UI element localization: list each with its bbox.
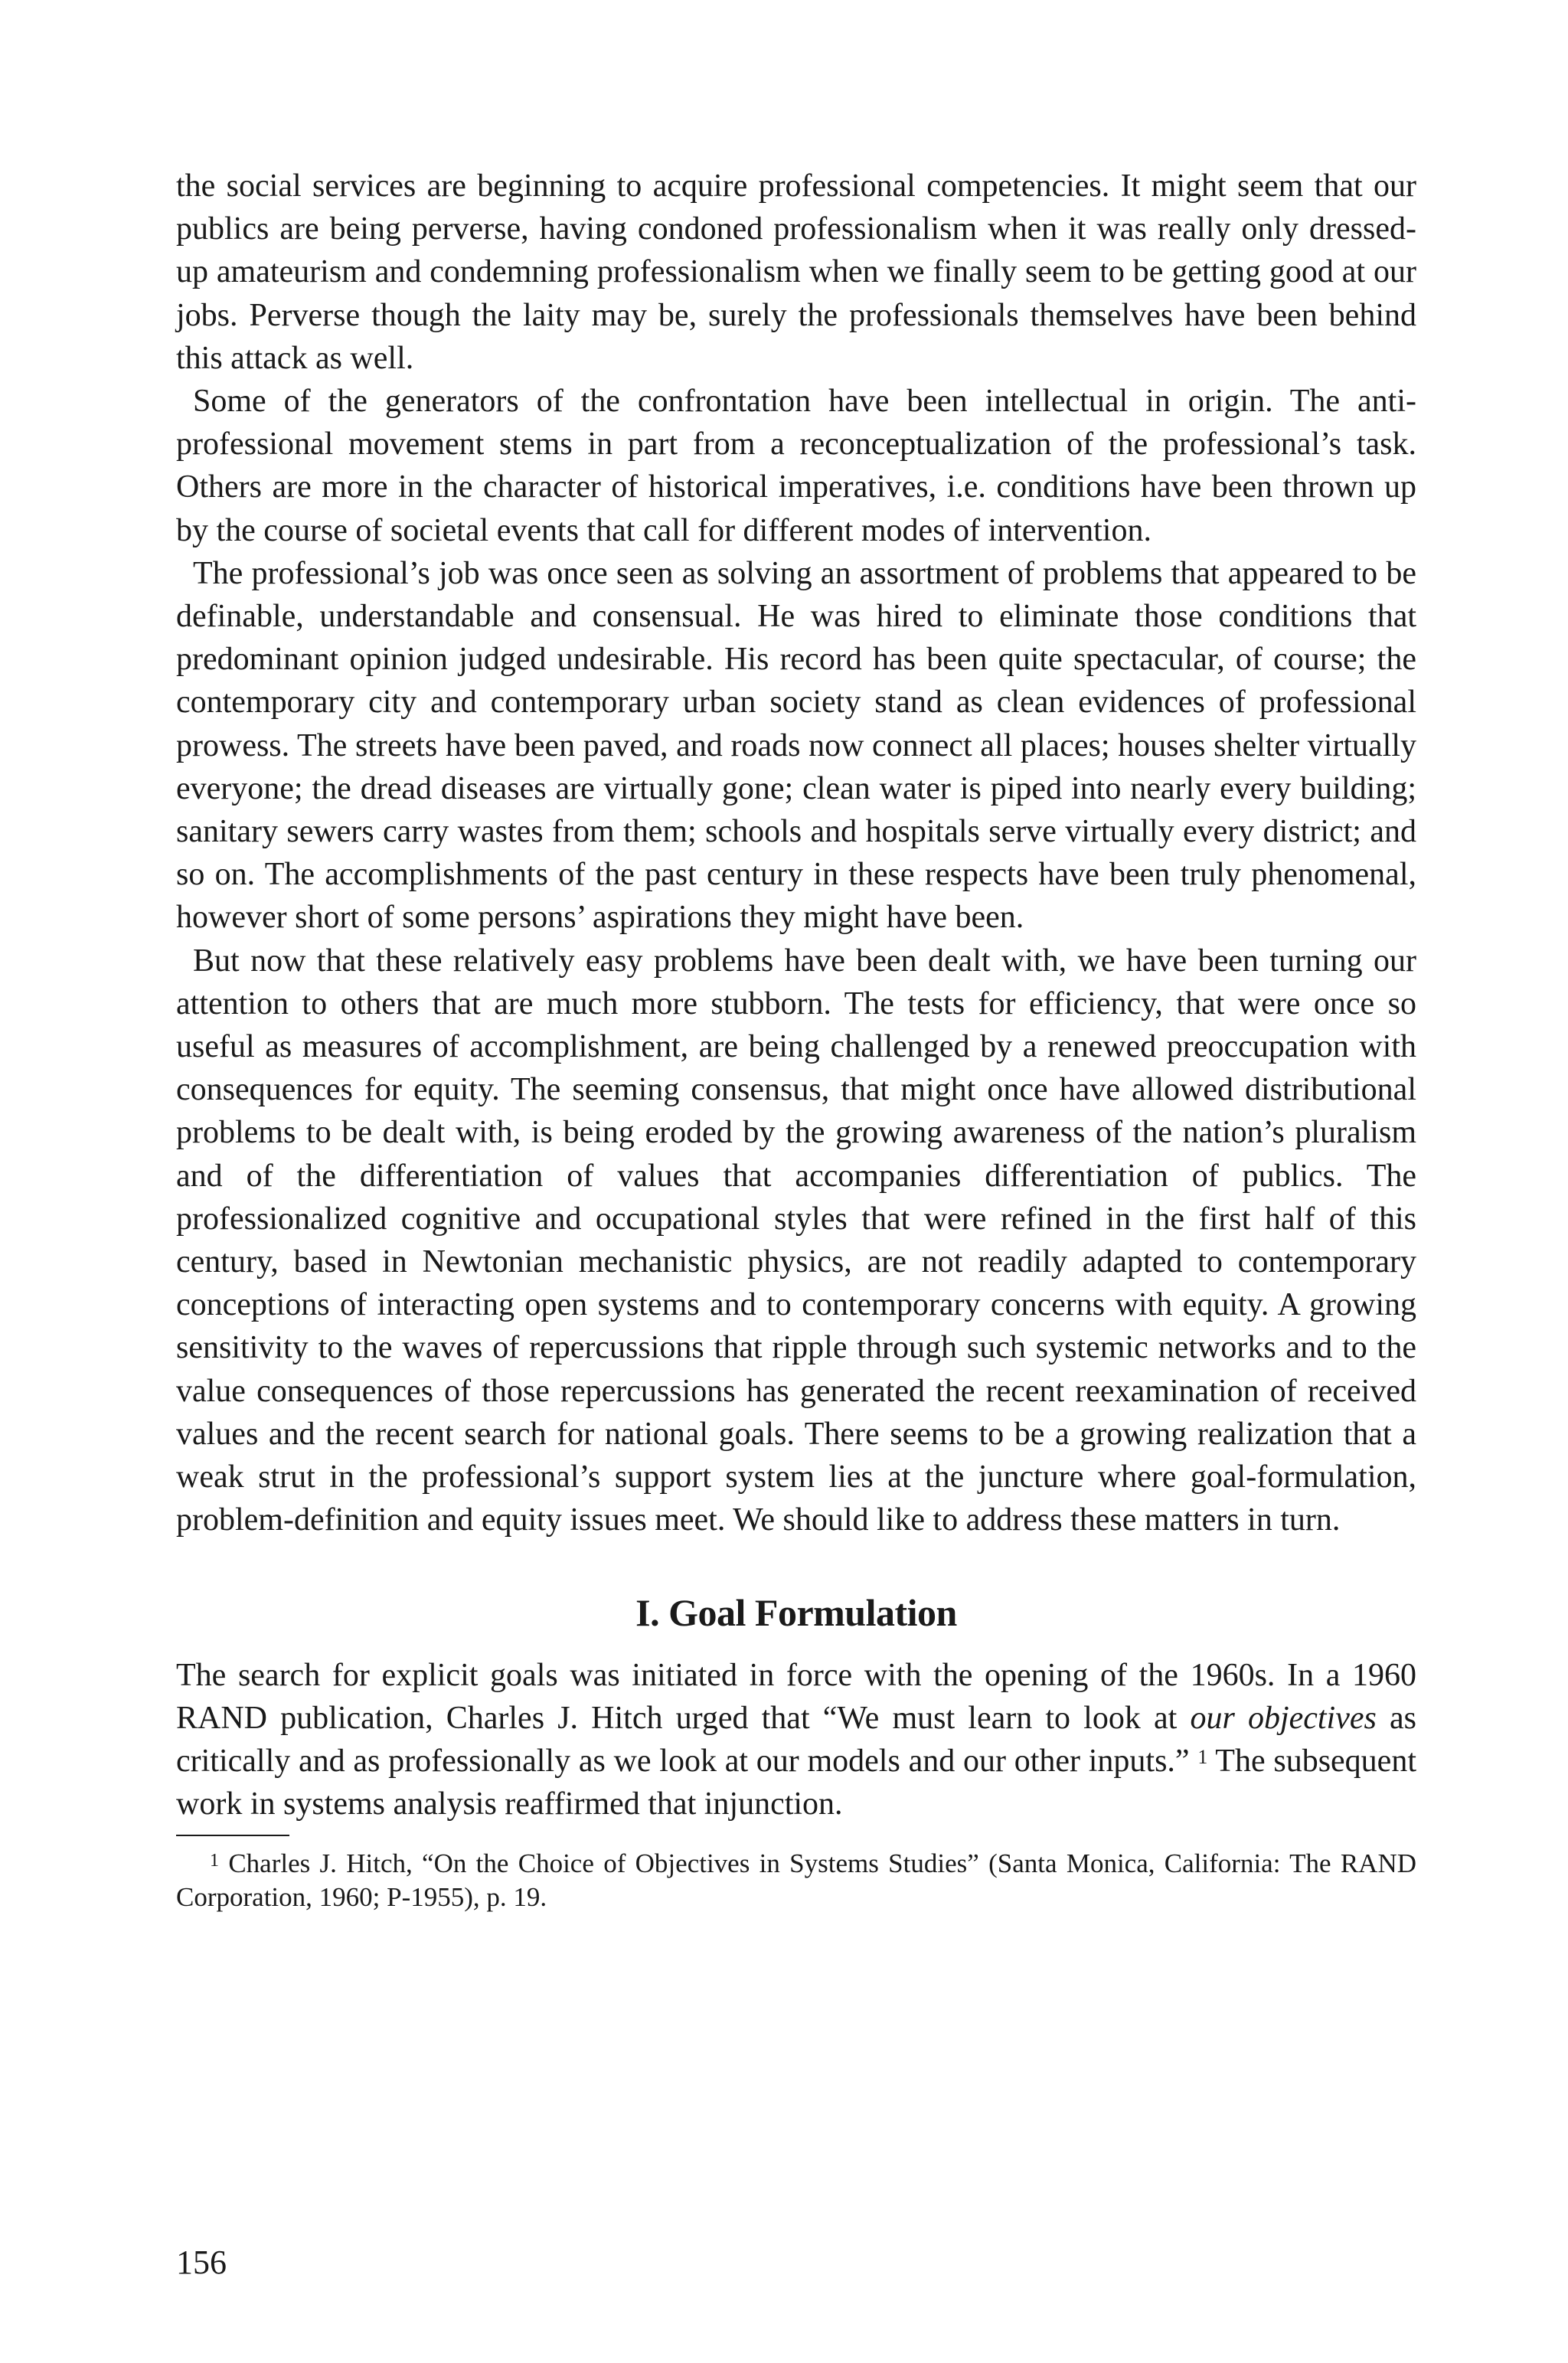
page-number: 156 [176,2244,227,2281]
footnote [176,1847,1416,1914]
body-paragraph-1: the social services are beginning to acquire professional competencies. It might seem that our publics are being perverse, having condoned professionalism when it was really only dressed-up amateurism and condemning professionalism when we finally seem to be getting good at our jobs. Perverse though the laity may be, surely the professionals themselves have been behind this attack as well. [176,168,1416,376]
footnote-divider [176,1835,289,1836]
section-paragraph-emphasis: our objectives [1190,1700,1377,1736]
body-paragraph-2: Some of the generators of the confrontation have been intellectual in origin. The anti-professional movement stems in part from a reconceptualization of the professional’s task. Others are more in the character of historical imperatives, i.e. conditions have been thrown up by the course of societal events that call for different modes of intervention. [176,384,1416,548]
page-body [176,165,1416,1941]
section-paragraph-tail: The subsequent work in systems analysis reaffirmed that injunction. [176,1743,1416,1822]
body-paragraph-3: The professional’s job was once seen as solving an assortment of problems that appeared to be definable, understandable and consensual. He was hired to eliminate those conditions that predominant opinion judged undesirable. His record has been quite spectacular, of course; the contemporary city and contemporary urban society stand as clean evidences of professional prowess. The streets have been paved, and roads now connect all places; houses shelter virtually everyone; the dread diseases are virtually gone; clean water is piped into nearly every building; sanitary sewers carry wastes from them; schools and hospitals serve virtually every district; and so on. The accomplishments of the past century in these respects have been truly phenomenal, however short of some persons’ aspirations they might have been. [176,555,1416,936]
section-paragraph-start: The search for explicit goals was initiated in force with the opening of the 1960s. In a 1960 RAND publication, Charles J. Hitch urged that “We must learn to look at [176,1657,1416,1736]
section-paragraph-end: as critically and as professionally as we look at our models and our other inputs.” [176,1700,1416,1779]
body-paragraph-4: But now that these relatively easy problems have been dealt with, we have been turning our attention to others that are much more stubborn. The tests for efficiency, that were once so useful as measures of accomplishment, are being challenged by a renewed preoccupation with consequences for equity. The seeming consensus, that might once have allowed distributional problems to be dealt with, is being eroded by the growing awareness of the nation’s pluralism and of the differentiation of values that accompanies differentiation of publics. The professionalized cognitive and occupational styles that were refined in the first half of this century, based in Newtonian mechanistic physics, are not readily adapted to contemporary conceptions of interacting open systems and to contemporary concerns with equity. A growing sensitivity to the waves of repercussions that ripple through such systemic networks and to the value consequences of those repercussions has generated the recent reexamination of received values and the recent search for national goals. There seems to be a growing realization that a weak strut in the professional’s support system lies at the juncture where goal-formulation, problem-definition and equity issues meet. We should like to address these matters in turn. [176,943,1416,1538]
section-heading: I. Goal Formulation [635,1590,957,1634]
footnote-text: Charles J. Hitch, “On the Choice of Objectives in Systems Studies” (Santa Monica, California: The RAND Corporation, 1960; P-1955), p. 19. [176,1848,1416,1913]
section-paragraph [176,1654,1416,1826]
footnote-marker: 1 [210,1851,219,1871]
footnote-reference[interactable]: 1 [1197,1745,1208,1768]
